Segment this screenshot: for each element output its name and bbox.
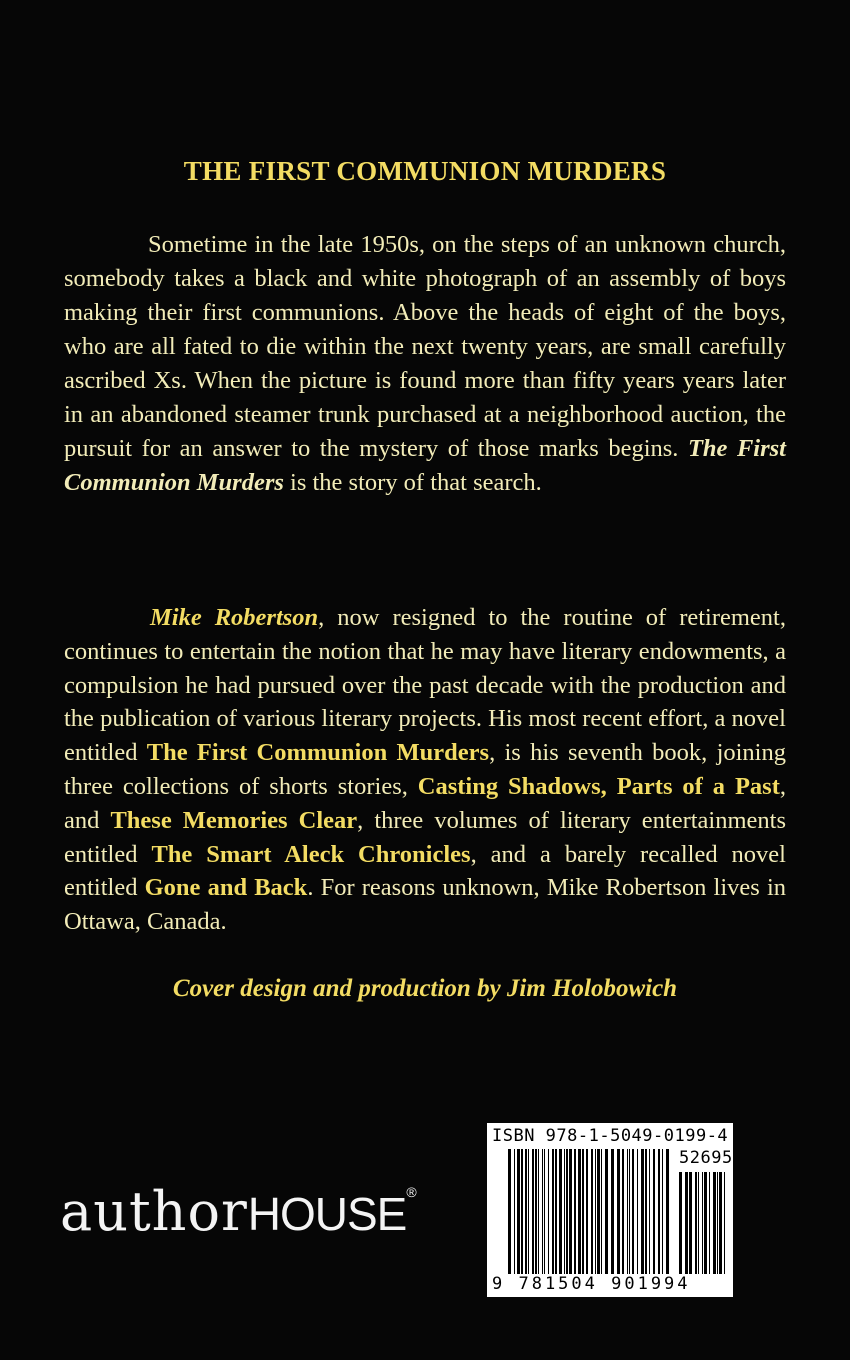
author-name: Mike Robertson <box>150 604 319 631</box>
barcode-bar <box>559 1149 562 1274</box>
author-bio-paragraph <box>64 601 786 939</box>
bio-book-title: The First Communion Murders <box>146 739 490 767</box>
barcode-bar <box>689 1172 692 1274</box>
bio-text: , now resigned to the routine of retirement, continues to entertain the notion that he may have literary endowments, a compulsion he had pursued over the past decade with the production and the publication of various literary projects. His most recent effort, a novel entitled <box>64 604 786 767</box>
synopsis-text: Sometime in the late 1950s, on the steps of an unknown church, somebody takes a black and white photograph of an assembly of boys making their first communions. Above the heads of eight of the boys, who are all fated to die within the next twenty years, are small carefully ascribed Xs. When the picture is found more than fifty years years later in an abandoned steamer trunk purchased at a neighborhood auction, the pursuit for an answer to the mystery of those marks begins. <box>64 231 786 462</box>
barcode-bar <box>552 1149 554 1274</box>
cover-credit: Cover design and production by Jim Holobowich <box>172 975 678 1002</box>
barcode-bar <box>622 1149 624 1274</box>
synopsis-paragraph <box>64 228 786 500</box>
barcode-bar <box>611 1149 614 1274</box>
isbn-label: ISBN 978-1-5049-0199-4 <box>492 1126 729 1146</box>
barcode-bar <box>605 1149 608 1274</box>
publisher-logo-part2: HOUSE <box>247 1188 407 1240</box>
barcode-bar <box>649 1149 650 1274</box>
bio-book-title: Casting Shadows, Parts of a Past <box>417 772 780 800</box>
barcode-bar <box>645 1149 647 1274</box>
barcode-bar <box>532 1149 534 1274</box>
barcode-bar <box>517 1149 520 1274</box>
barcode-bar <box>617 1149 620 1274</box>
barcode-bar <box>535 1149 537 1274</box>
bio-text: , is his seventh book, joining three collections of shorts stories, <box>64 739 786 800</box>
barcode-bar <box>637 1149 638 1274</box>
barcode-bar <box>679 1172 682 1274</box>
barcode-bar <box>525 1149 527 1274</box>
barcode-bar <box>713 1172 716 1274</box>
barcode-bar <box>724 1172 725 1274</box>
ean-digits: 9 781504 901994 <box>492 1274 691 1294</box>
bio-book-title: Gone and Back <box>144 874 308 902</box>
bio-text: , three volumes of literary entertainments entitled <box>64 806 787 868</box>
barcode-bar <box>704 1172 707 1274</box>
barcode-bar <box>695 1172 697 1274</box>
barcode-bar <box>582 1149 584 1274</box>
barcode-bar <box>591 1149 593 1274</box>
barcode-bar <box>662 1149 663 1274</box>
registered-mark: ® <box>406 1184 417 1200</box>
publisher-logo-part1: author <box>60 1180 248 1243</box>
barcode-bar <box>521 1149 523 1274</box>
isbn-barcode <box>487 1123 733 1297</box>
barcode-bar <box>555 1149 557 1274</box>
bio-book-title: These Memories Clear <box>110 806 358 834</box>
bio-book-title: The Smart Aleck Chronicles <box>151 840 471 868</box>
barcode-bar <box>574 1149 576 1274</box>
barcode-bar <box>719 1172 722 1274</box>
barcode-bar <box>586 1149 588 1274</box>
barcode-bar <box>569 1149 572 1274</box>
publisher-logo <box>60 1180 417 1243</box>
barcode-bar <box>528 1149 529 1274</box>
barcode-bar <box>685 1172 688 1274</box>
synopsis-text-end: is the story of that search. <box>283 469 542 496</box>
barcode-bar <box>538 1149 539 1274</box>
barcode-bar <box>601 1149 602 1274</box>
barcode-bar <box>717 1172 718 1274</box>
barcode-bar <box>578 1149 581 1274</box>
barcode-bar <box>595 1149 596 1274</box>
barcode-bar <box>566 1149 568 1274</box>
barcode-bar <box>641 1149 644 1274</box>
synopsis-book-title: The First Communion Murders <box>64 435 786 496</box>
barcode-bar <box>658 1149 660 1274</box>
barcode-bar <box>548 1149 549 1274</box>
barcode-bar <box>514 1149 515 1274</box>
barcode-bar <box>597 1149 600 1274</box>
barcode-bar <box>508 1149 511 1274</box>
barcode-bar <box>653 1149 655 1274</box>
bio-text: . For reasons unknown, Mike Robertson lives in Ottawa, Canada. <box>64 874 787 936</box>
price-addon-digits: 52695 <box>679 1148 733 1168</box>
barcode-bar <box>666 1149 669 1274</box>
barcode-bar <box>564 1149 565 1274</box>
barcode-bar <box>629 1149 630 1274</box>
barcode-bar <box>544 1149 545 1274</box>
bio-text: , and a barely recalled novel entitled <box>64 840 786 902</box>
barcode-bar <box>627 1149 628 1274</box>
barcode-bar <box>632 1149 634 1274</box>
bio-text: , and <box>64 772 786 834</box>
barcode-bar <box>702 1172 703 1274</box>
barcode-bar <box>709 1172 710 1274</box>
barcode-bar <box>542 1149 543 1274</box>
book-title: THE FIRST COMMUNION MURDERS <box>183 156 667 186</box>
barcode-bar <box>698 1172 699 1274</box>
